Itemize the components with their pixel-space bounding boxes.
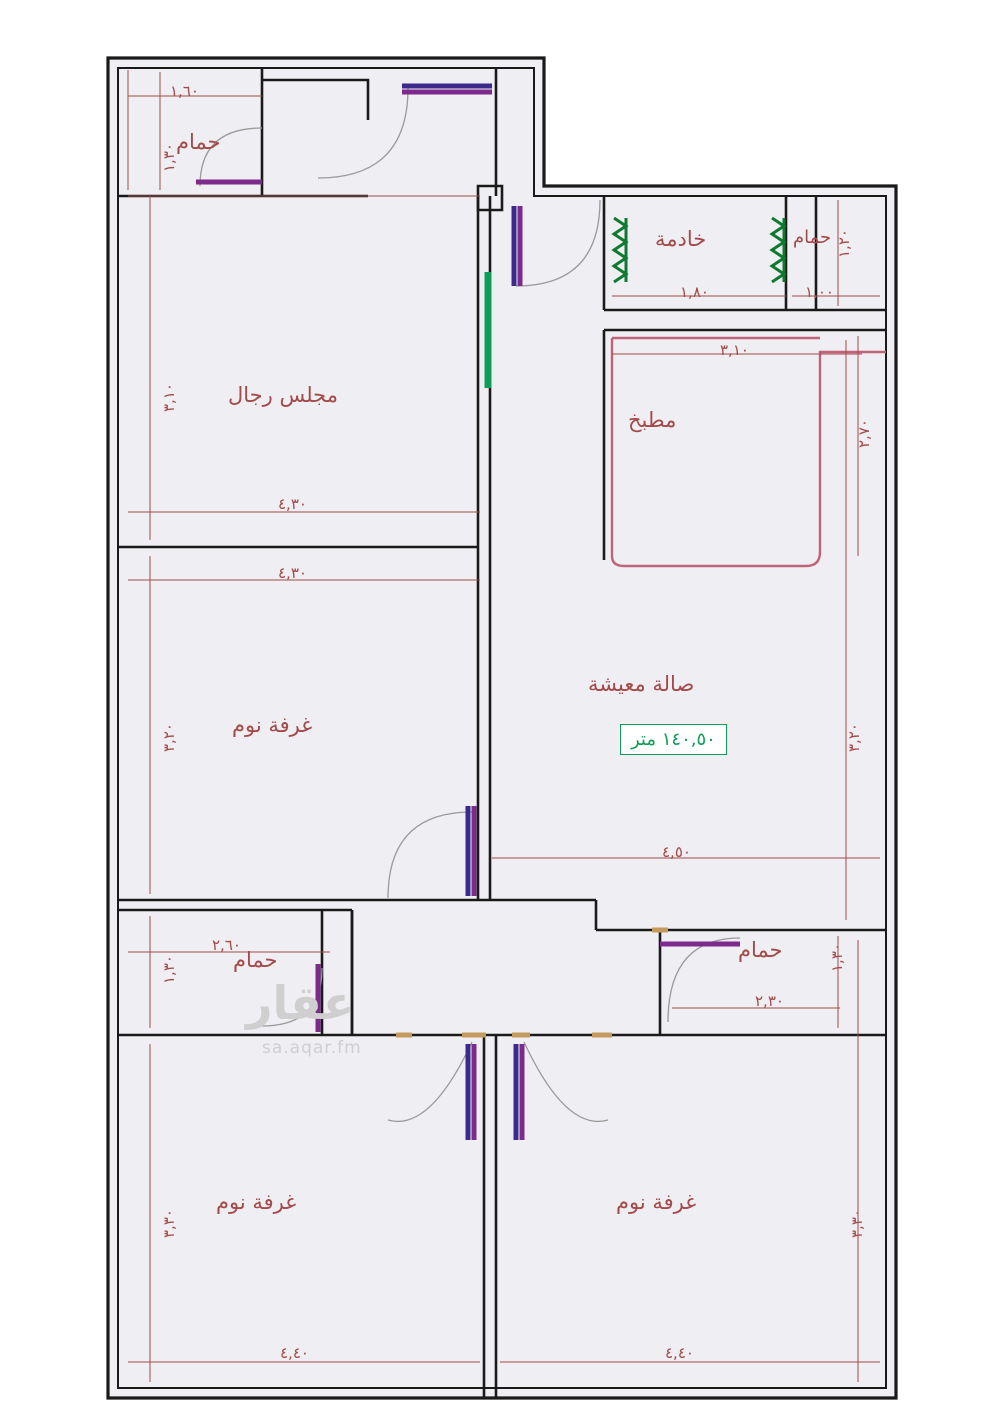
- dimension-v-2: ١,٢٠: [835, 229, 853, 258]
- dimension-h-5: ٤,٣٠: [278, 564, 307, 582]
- room-label-bedroom-bottom-right: غرفة نوم: [616, 1190, 697, 1214]
- dimension-h-2: ١,٠٠: [805, 283, 834, 301]
- dimension-v-4: ٣,٢٠: [160, 723, 178, 752]
- dimension-v-6: ١,٣٠: [160, 955, 178, 984]
- room-label-kitchen: مطبخ: [628, 408, 677, 432]
- room-label-maid: خادمة: [655, 227, 707, 251]
- dimension-h-3: ٣,١٠: [720, 341, 749, 359]
- dimension-v-3: ٢,٧٠: [855, 419, 873, 448]
- room-label-bathroom-left: حمام: [233, 948, 278, 972]
- room-label-bathroom-top: حمام: [176, 130, 221, 154]
- dimension-h-6: ٤,٥٠: [662, 843, 691, 861]
- room-label-living: صالة معيشة: [588, 672, 695, 696]
- dimension-v-1: ٣,١٠: [160, 383, 178, 412]
- dimension-v-9: ٣,٣٠: [848, 1209, 866, 1238]
- dimension-h-7: ٢,٦٠: [212, 936, 241, 954]
- dimension-h-9: ٤,٤٠: [280, 1344, 309, 1362]
- watermark-url: sa.aqar.fm: [262, 1038, 362, 1058]
- dimension-h-1: ١,٨٠: [680, 283, 709, 301]
- dimension-v-0: ١,٣٠: [160, 143, 178, 172]
- room-label-bedroom-left-mid: غرفة نوم: [232, 713, 313, 737]
- dimension-v-7: ١,٣٠: [828, 943, 846, 972]
- room-label-bedroom-bottom-left: غرفة نوم: [216, 1190, 297, 1214]
- room-label-majlis: مجلس رجال: [228, 383, 338, 407]
- dimension-h-0: ١,٦٠: [170, 82, 199, 100]
- room-label-bathroom-maid: حمام: [793, 227, 832, 248]
- dimension-v-8: ٣,٣٠: [160, 1209, 178, 1238]
- room-label-bathroom-right: حمام: [738, 938, 783, 962]
- watermark-logo: عقار: [246, 976, 355, 1030]
- area-badge: ١٤٠,٥٠ متر: [620, 724, 727, 755]
- dimension-h-10: ٤,٤٠: [665, 1344, 694, 1362]
- dimension-h-8: ٢,٣٠: [755, 992, 784, 1010]
- dimension-h-4: ٤,٣٠: [278, 495, 307, 513]
- dimension-v-5: ٣,٢٠: [845, 723, 863, 752]
